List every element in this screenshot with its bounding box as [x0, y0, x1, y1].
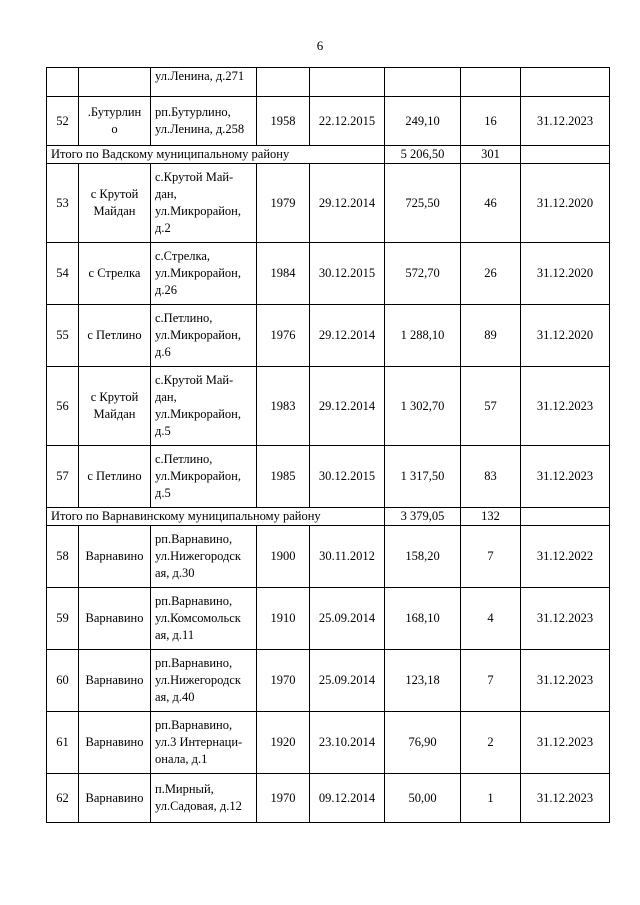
- year-built-cell: 1958: [257, 97, 310, 146]
- address-cell: с.Крутой Май- дан, ул.Микрорайон, д.2: [151, 164, 257, 243]
- settlement-cell: Варнавино: [79, 588, 151, 650]
- area-cell: 158,20: [385, 526, 461, 588]
- residents-cell: 2: [461, 712, 521, 774]
- settlement-cell: с Крутой Майдан: [79, 367, 151, 446]
- residents-cell: 4: [461, 588, 521, 650]
- deadline-cell: 31.12.2020: [521, 243, 610, 305]
- address-cell: рп.Варнавино, ул.Нижегородск ая, д.30: [151, 526, 257, 588]
- address-cell: с.Крутой Май- дан, ул.Микрорайон, д.5: [151, 367, 257, 446]
- total-row: [47, 508, 610, 526]
- year-built-cell: 1970: [257, 774, 310, 823]
- year-built-cell: 1979: [257, 164, 310, 243]
- address-cell: рп.Варнавино, ул.3 Интернаци- онала, д.1: [151, 712, 257, 774]
- settlement-cell: с Петлино: [79, 305, 151, 367]
- recognition-date-cell: 30.12.2015: [310, 446, 385, 508]
- deadline-cell: 31.12.2023: [521, 367, 610, 446]
- year-built-cell: 1920: [257, 712, 310, 774]
- total-residents: 301: [461, 146, 521, 164]
- residents-cell: 7: [461, 650, 521, 712]
- settlement-cell: с Крутой Майдан: [79, 164, 151, 243]
- address-cell: ул.Ленина, д.271: [151, 68, 257, 97]
- total-area: 3 379,05: [385, 508, 461, 526]
- area-cell: 725,50: [385, 164, 461, 243]
- deadline-cell: 31.12.2023: [521, 588, 610, 650]
- deadline-cell: 31.12.2023: [521, 446, 610, 508]
- total-label: Итого по Вадскому муниципальному району: [47, 146, 385, 164]
- row-number-cell: 52: [47, 97, 79, 146]
- row-number-cell: 57: [47, 446, 79, 508]
- year-built-cell: 1984: [257, 243, 310, 305]
- area-cell: 123,18: [385, 650, 461, 712]
- residents-cell: 46: [461, 164, 521, 243]
- address-cell: рп.Бутурлино, ул.Ленина, д.258: [151, 97, 257, 146]
- settlement-cell: Варнавино: [79, 526, 151, 588]
- total-label: Итого по Варнавинскому муниципальному району: [47, 508, 385, 526]
- recognition-date-cell: 23.10.2014: [310, 712, 385, 774]
- recognition-date-cell: 29.12.2014: [310, 367, 385, 446]
- table-row: [47, 68, 610, 97]
- year-built-cell: 1900: [257, 526, 310, 588]
- deadline-cell: 31.12.2023: [521, 650, 610, 712]
- settlement-cell: Варнавино: [79, 712, 151, 774]
- settlement-cell: Варнавино: [79, 774, 151, 823]
- page-number: 6: [316, 38, 324, 53]
- row-number-cell: 62: [47, 774, 79, 823]
- recognition-date-cell: 25.09.2014: [310, 588, 385, 650]
- deadline-cell: 31.12.2023: [521, 97, 610, 146]
- table-row: [47, 588, 610, 650]
- residents-cell: 26: [461, 243, 521, 305]
- deadline-cell: 31.12.2020: [521, 164, 610, 243]
- year-built-cell: 1985: [257, 446, 310, 508]
- row-number-cell: 54: [47, 243, 79, 305]
- residents-cell: 89: [461, 305, 521, 367]
- area-cell: 168,10: [385, 588, 461, 650]
- settlement-cell: с Стрелка: [79, 243, 151, 305]
- row-number-cell: 60: [47, 650, 79, 712]
- total-row: [47, 146, 610, 164]
- area-cell: 1 288,10: [385, 305, 461, 367]
- table-row: [47, 774, 610, 823]
- residents-cell: 83: [461, 446, 521, 508]
- table-row: [47, 526, 610, 588]
- recognition-date-cell: 09.12.2014: [310, 774, 385, 823]
- year-built-cell: 1976: [257, 305, 310, 367]
- recognition-date-cell: 30.11.2012: [310, 526, 385, 588]
- recognition-date-cell: 29.12.2014: [310, 305, 385, 367]
- area-cell: 1 302,70: [385, 367, 461, 446]
- residents-cell: 1: [461, 774, 521, 823]
- year-built-cell: 1970: [257, 650, 310, 712]
- address-cell: рп.Варнавино, ул.Комсомольск ая, д.11: [151, 588, 257, 650]
- area-cell: 572,70: [385, 243, 461, 305]
- row-number-cell: 58: [47, 526, 79, 588]
- table-row: [47, 243, 610, 305]
- deadline-cell: 31.12.2023: [521, 712, 610, 774]
- area-cell: 50,00: [385, 774, 461, 823]
- recognition-date-cell: 22.12.2015: [310, 97, 385, 146]
- row-number-cell: 61: [47, 712, 79, 774]
- table-row: [47, 650, 610, 712]
- total-residents: 132: [461, 508, 521, 526]
- residents-cell: 57: [461, 367, 521, 446]
- deadline-cell: 31.12.2023: [521, 774, 610, 823]
- table-row: [47, 97, 610, 146]
- address-cell: рп.Варнавино, ул.Нижегородск ая, д.40: [151, 650, 257, 712]
- row-number-cell: 59: [47, 588, 79, 650]
- deadline-cell: 31.12.2020: [521, 305, 610, 367]
- year-built-cell: 1910: [257, 588, 310, 650]
- address-cell: с.Стрелка, ул.Микрорайон, д.26: [151, 243, 257, 305]
- row-number-cell: 55: [47, 305, 79, 367]
- table-row: [47, 164, 610, 243]
- table-row: [47, 367, 610, 446]
- residents-cell: 7: [461, 526, 521, 588]
- deadline-cell: 31.12.2022: [521, 526, 610, 588]
- table-row: [47, 446, 610, 508]
- address-cell: п.Мирный, ул.Садовая, д.12: [151, 774, 257, 823]
- area-cell: 249,10: [385, 97, 461, 146]
- row-number-cell: 53: [47, 164, 79, 243]
- settlement-cell: Варнавино: [79, 650, 151, 712]
- address-cell: с.Петлино, ул.Микрорайон, д.6: [151, 305, 257, 367]
- table-row: [47, 305, 610, 367]
- address-cell: с.Петлино, ул.Микрорайон, д.5: [151, 446, 257, 508]
- area-cell: 76,90: [385, 712, 461, 774]
- settlement-cell: с Петлино: [79, 446, 151, 508]
- area-cell: 1 317,50: [385, 446, 461, 508]
- recognition-date-cell: 29.12.2014: [310, 164, 385, 243]
- recognition-date-cell: 25.09.2014: [310, 650, 385, 712]
- table-row: [47, 712, 610, 774]
- residents-cell: 16: [461, 97, 521, 146]
- row-number-cell: 56: [47, 367, 79, 446]
- total-area: 5 206,50: [385, 146, 461, 164]
- year-built-cell: 1983: [257, 367, 310, 446]
- housing-table: [46, 67, 610, 823]
- recognition-date-cell: 30.12.2015: [310, 243, 385, 305]
- settlement-cell: .Бутурлин о: [79, 97, 151, 146]
